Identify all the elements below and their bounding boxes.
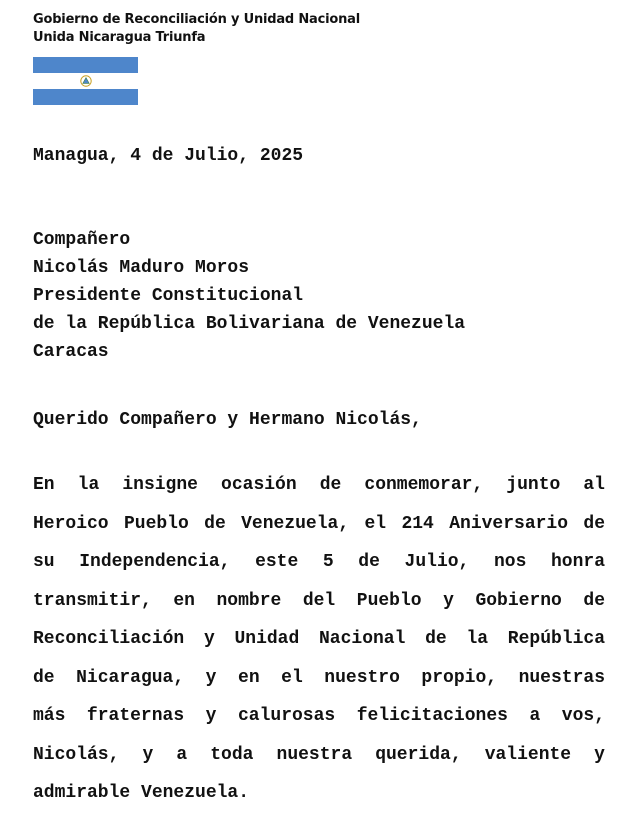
recipient-line: Caracas <box>33 342 109 362</box>
flag-bottom-band <box>33 89 138 105</box>
body-line: de Nicaragua, y en el nuestro propio, nuestras <box>33 667 605 688</box>
recipient-line: Nicolás Maduro Moros <box>33 258 250 278</box>
letter-date: Managua, 4 de Julio, 2025 <box>33 146 304 166</box>
body-line: admirable Venezuela. <box>33 783 250 803</box>
flag-middle-band <box>33 73 138 89</box>
letterhead-slogan: Unida Nicaragua Triunfa <box>33 30 206 45</box>
salutation: Querido Compañero y Hermano Nicolás, <box>33 410 422 430</box>
nicaragua-flag-icon <box>33 57 138 105</box>
body-line: su Independencia, este 5 de Julio, nos honra <box>33 552 605 572</box>
letter-body <box>33 466 605 813</box>
recipient-line: Compañero <box>33 230 131 250</box>
recipient-block <box>33 226 465 366</box>
recipient-line: de la República Bolivariana de Venezuela <box>33 314 466 334</box>
body-line: En la insigne ocasión de conmemorar, junto al <box>33 475 605 495</box>
letterhead-government-name: Gobierno de Reconciliación y Unidad Nacional <box>33 12 360 27</box>
letterhead <box>33 11 360 47</box>
body-line: Reconciliación y Unidad Nacional de la República <box>33 629 605 649</box>
body-line: Heroico Pueblo de Venezuela, el 214 Aniversario de <box>33 513 605 534</box>
flag-top-band <box>33 57 138 73</box>
coat-of-arms-icon <box>80 75 92 87</box>
body-line: Nicolás, y a toda nuestra querida, valiente y <box>33 744 605 765</box>
body-line: más fraternas y calurosas felicitaciones a vos, <box>33 706 605 726</box>
body-line: transmitir, en nombre del Pueblo y Gobierno de <box>33 590 605 611</box>
recipient-line: Presidente Constitucional <box>33 286 304 306</box>
